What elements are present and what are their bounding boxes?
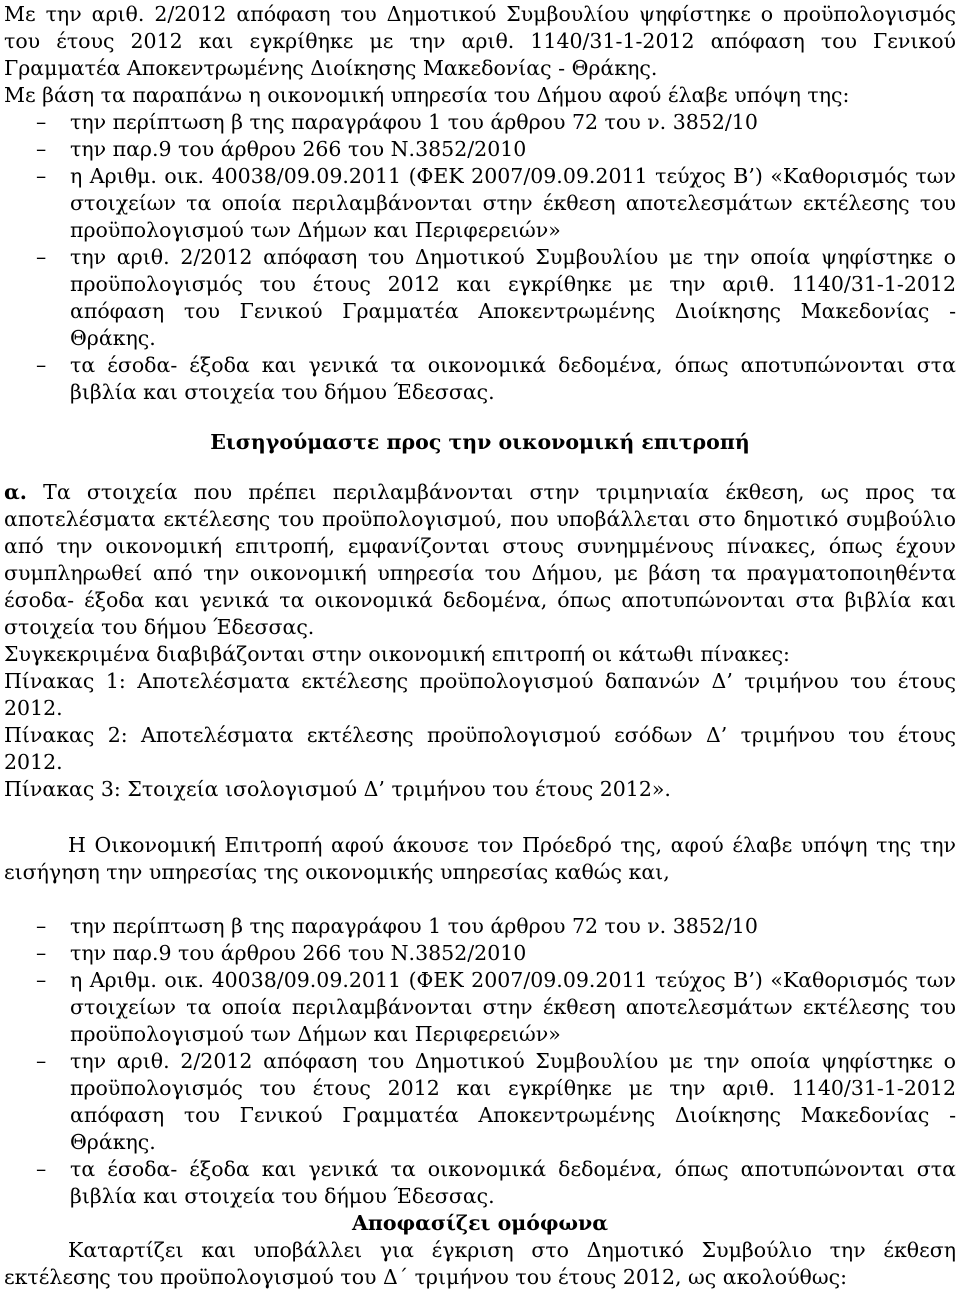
list-item: – την αριθ. 2/2012 απόφαση του Δημοτικού Συμβουλίου με την οποία ψηφίστηκε ο προϋπολογισμός του έτους 2012 και εγκρίθηκε με την αριθ. 1140/31-1-2012 απόφαση του Γενικού Γραμματέα Αποκεντρωμένης Διοίκησης Μακεδονίας - Θράκης. [4, 1048, 956, 1156]
tables-intro: Συγκεκριμένα διαβιβάζονται στην οικονομική επιτροπή οι κάτωθι πίνακες: [4, 642, 790, 666]
considerations-list [4, 109, 956, 406]
list-item: – η Αριθμ. οικ. 40038/09.09.2011 (ΦΕΚ 2007/09.09.2011 τεύχος Β’) «Καθορισμός των στοιχείων τα οποία περιλαμβάνονται στην έκθεση αποτελεσμάτων εκτέλεσης του προϋπολογισμού των Δήμων και Περιφερειών» [4, 163, 956, 244]
table-1-description: Πίνακας 1: Αποτελέσματα εκτέλεσης προϋπολογισμού δαπανών Δ’ τριμήνου του έτους 2012. [4, 669, 956, 720]
intro-basis-paragraph: Με βάση τα παραπάνω η οικονομική υπηρεσία του Δήμου αφού έλαβε υπόψη της: [4, 83, 850, 107]
decision-paragraph: Καταρτίζει και υποβάλλει για έγκριση στο Δημοτικό Συμβούλιο την έκθεση εκτέλεσης του προϋπολογισμού του Δ΄ τριμήνου του έτους 2012, ως ακολούθως: [4, 1238, 956, 1289]
list-item: – την παρ.9 του άρθρου 266 του Ν.3852/2010 [4, 940, 956, 967]
list-item: – την περίπτωση β της παραγράφου 1 του άρθρου 72 του ν. 3852/10 [4, 913, 956, 940]
committee-paragraph: Η Οικονομική Επιτροπή αφού άκουσε τον Πρόεδρό της, αφού έλαβε υπόψη της την εισήγηση την υπηρεσίας της οικονομικής υπηρεσίας καθώς και, [4, 833, 956, 884]
list-item: – την περίπτωση β της παραγράφου 1 του άρθρου 72 του ν. 3852/10 [4, 109, 956, 136]
list-item: – την παρ.9 του άρθρου 266 του Ν.3852/2010 [4, 136, 956, 163]
proposal-heading: Εισηγούμαστε προς την οικονομική επιτροπή [210, 430, 750, 454]
committee-considerations-list [4, 913, 956, 1210]
table-3-description: Πίνακας 3: Στοιχεία ισολογισμού Δ’ τριμήνου του έτους 2012». [4, 777, 671, 801]
list-item: – η Αριθμ. οικ. 40038/09.09.2011 (ΦΕΚ 2007/09.09.2011 τεύχος Β’) «Καθορισμός των στοιχείων τα οποία περιλαμβάνονται στην έκθεση αποτελεσμάτων εκτέλεσης του προϋπολογισμού των Δήμων και Περιφερειών» [4, 967, 956, 1048]
proposal-text: Τα στοιχεία που πρέπει περιλαμβάνονται στην τριμηνιαία έκθεση, ως προς τα αποτελέσματα εκτέλεσης του προϋπολογισμού, που υποβάλλεται στο δημοτικό συμβούλιο από την οικονομική επιτροπή, εμφανίζονται στους συνημμένους πίνακες, όπως έχουν συμπληρωθεί από την οικονομική υπηρεσία του Δήμου, με βάση τα πραγματοποιηθέντα έσοδα- έξοδα και γενικά τα οικονομικά δεδομένα, όπως αποτυπώνονται στα βιβλία και στοιχεία του δήμου Έδεσσας. [4, 480, 956, 639]
intro-paragraph: Με την αριθ. 2/2012 απόφαση του Δημοτικού Συμβουλίου ψηφίστηκε ο προϋπολογισμός του έτους 2012 και εγκρίθηκε με την αριθ. 1140/31-1-2012 απόφαση του Γενικού Γραμματέα Αποκεντρωμένης Διοίκησης Μακεδονίας - Θράκης. [4, 2, 956, 80]
table-2-description: Πίνακας 2: Αποτελέσματα εκτέλεσης προϋπολογισμού εσόδων Δ’ τριμήνου του έτους 2012. [4, 723, 956, 774]
proposal-label: α. [4, 480, 27, 504]
list-item: – την αριθ. 2/2012 απόφαση του Δημοτικού Συμβουλίου με την οποία ψηφίστηκε ο προϋπολογισμός του έτους 2012 και εγκρίθηκε με την αριθ. 1140/31-1-2012 απόφαση του Γενικού Γραμματέα Αποκεντρωμένης Διοίκησης Μακεδονίας - Θράκης. [4, 244, 956, 352]
list-item: – τα έσοδα- έξοδα και γενικά τα οικονομικά δεδομένα, όπως αποτυπώνονται στα βιβλία και στοιχεία του δήμου Έδεσσας. [4, 1156, 956, 1210]
list-item: – τα έσοδα- έξοδα και γενικά τα οικονομικά δεδομένα, όπως αποτυπώνονται στα βιβλία και στοιχεία του δήμου Έδεσσας. [4, 352, 956, 406]
proposal-paragraph [4, 479, 956, 641]
decision-heading: Αποφασίζει ομόφωνα [351, 1211, 609, 1235]
